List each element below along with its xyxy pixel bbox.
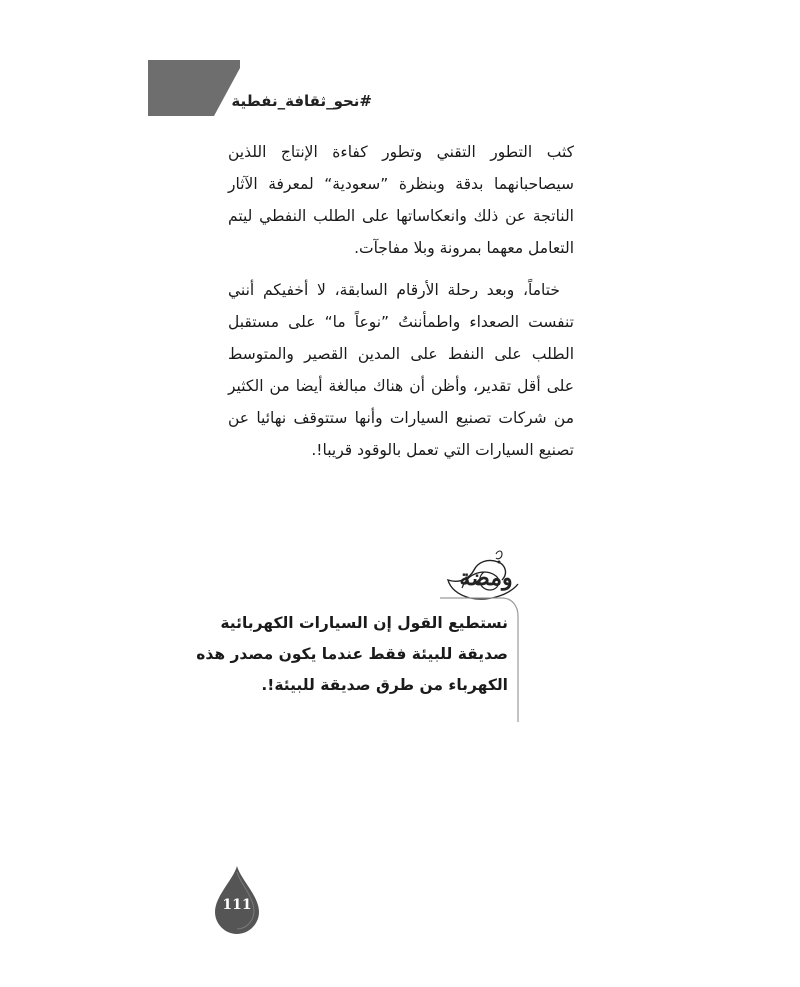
paragraph: ختاماً، وبعد رحلة الأرقام السابقة، لا أخفيكم أنني تنفست الصعداء واطمأننتُ ”نوعاً ما“ على مستقبل الطلب على النفط على المدين القصير والمتوسط على أقل تقدير، وأظن أن هناك مبالغة أيضا من الكثير من شركات تصنيع السيارات وأنها ستتوقف نهائيا عن تصنيع السيارات التي تعمل بالوقود قريبا!. xyxy=(228,281,574,459)
callout-line: صديقة للبيئة فقط عندما يكون مصدر هذه xyxy=(196,645,508,663)
body-text xyxy=(228,136,574,476)
callout-line: الكهرباء من طرق صديقة للبيئة!. xyxy=(261,676,508,694)
callout-text xyxy=(196,608,508,701)
svg-text:ومضة: ومضة xyxy=(459,565,513,591)
paragraph: كثب التطور التقني وتطور كفاءة الإنتاج اللذين سيصاحبانهما بدقة وبنظرة ”سعودية“ لمعرفة الآثار الناتجة عن ذلك وانعكاساتها على الطلب النفطي ليتم التعامل معهما بمرونة وبلا مفاجآت. xyxy=(228,143,574,257)
page-number: 111 xyxy=(222,897,252,913)
callout-line: نستطيع القول إن السيارات الكهربائية xyxy=(220,614,508,632)
header-hashtag: #نحو_ثقافة_نفطية xyxy=(231,92,372,110)
